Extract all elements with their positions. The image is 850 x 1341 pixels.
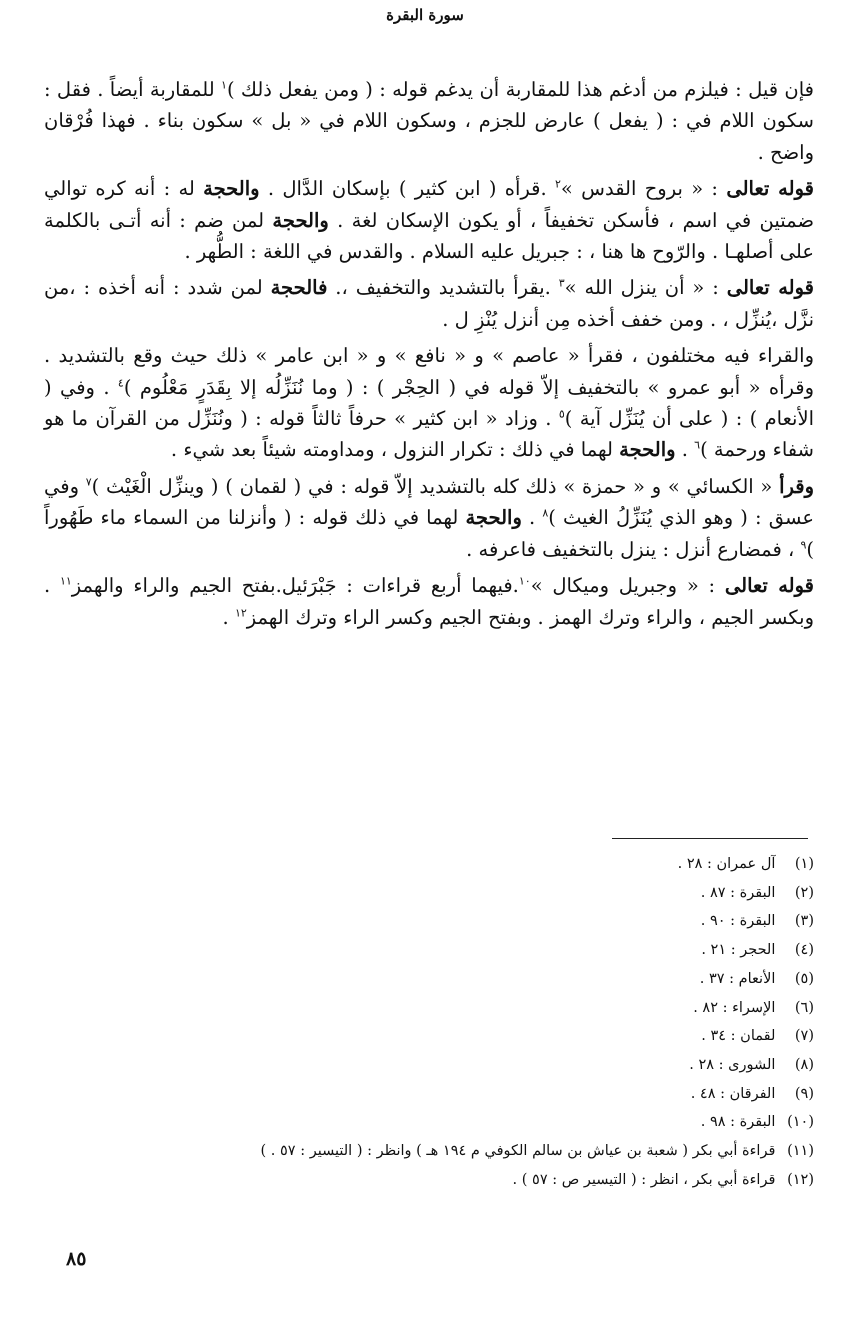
footnote (44, 1137, 814, 1166)
footnote-ref-2[interactable]: ٢ (555, 177, 561, 191)
footnote (44, 936, 814, 965)
p1-text: فإن قيل : فيلزم من أدغم هذا للمقاربة أن يدغم قوله : ( ومن يفعل ذلك ) (226, 78, 815, 101)
footnote-text: لقمان : ٣٤ . (701, 1028, 776, 1045)
p3-lead: قوله تعالى (726, 276, 814, 300)
p4-text-2: . وفي ( الأنعام ) : ( على أن يُنَزِّل آية ) (44, 375, 814, 431)
p5-text-2: وفي عسق : ( وهو الذي يُنَزِّلُ الغيث ) (44, 474, 814, 530)
footnote-divider (612, 838, 808, 839)
p5-text: « الكسائي » و « حمزة » ذلك كله بالتشديد إلاّ قوله : في ( لقمان ) ( وينزِّل الْغَيْث ) (91, 474, 780, 498)
footnote (44, 994, 814, 1023)
paragraph-2 (44, 173, 814, 267)
footnote-number: (٩) (794, 1085, 814, 1102)
footnote-ref-8[interactable]: ٨ (542, 506, 549, 520)
footnote (44, 1051, 814, 1080)
p2-text-4: لمن ضم : أنه أتـى بالكلمة على أصلهـا . والرّوح ها هنا ، : جبريل عليه السلام . والقدس في اللغة : الطُّهر . (44, 208, 814, 264)
p4-text-4: . (675, 438, 695, 462)
footnote-text: البقرة : ٩٨ . (700, 1114, 776, 1131)
p4-text: والقراء فيه مختلفون ، فقرأ « عاصم » و « نافع » و « ابن عامر » ذلك حيث وقع بالتشديد . وقرأه « أبو عمرو » بالتخفيف إلاّ قوله في ( الحِجْر ) : ( وما نُنَزِّلُه إلا بِقَدَرٍ مَعْلُوم ) (44, 344, 814, 399)
paragraph-3 (44, 272, 814, 335)
p5-lead: وقرأ (779, 474, 814, 498)
footnote (44, 1022, 814, 1051)
footnote-ref-6[interactable]: ٦ (694, 438, 701, 452)
p5-text-4: لهما في ذلك قوله : ( وأنزلنا من السماء ماء طَهُوراً ) (44, 506, 814, 561)
p5-bold-3: والحجة (465, 506, 522, 530)
running-header: سورة البقرة (386, 6, 464, 24)
footnote-ref-10[interactable]: ١٠ (518, 574, 531, 588)
main-text (44, 74, 814, 638)
p3-text-2: .يقرأ بالتشديد والتخفيف ،. (327, 276, 559, 300)
footnote-text: قراءة أبي بكر ، انظر : ( التيسير ص : ٥٧ ) . (512, 1171, 776, 1188)
p4-bold-4: والحجة (619, 438, 676, 462)
footnote-ref-3[interactable]: ٣ (558, 276, 565, 290)
p6-text-3: . وبكسر الجيم ، والراء وترك الهمز . وبفتح الجيم وكسر الراء وترك الهمز (44, 574, 814, 629)
footnote-number: (١٢) (787, 1171, 814, 1188)
p3-text: : « أن ينزل الله » (564, 276, 727, 300)
paragraph-6 (44, 570, 814, 633)
footnote-ref-5[interactable]: ٥ (558, 407, 565, 421)
p2-lead: قوله تعالى (726, 177, 814, 201)
footnote-text: الإسراء : ٨٢ . (693, 999, 776, 1016)
footnote (44, 907, 814, 936)
footnote-text: الشورى : ٢٨ . (689, 1056, 776, 1073)
footnote-number: (١١) (787, 1143, 814, 1160)
p4-text-3: . وزاد « ابن كثير » حرفاً ثالثاً قوله : ( ونُنَزِّل من القرآن ما هو شفاء ورحمة ) (44, 407, 814, 462)
footnote-number: (٧) (794, 1028, 814, 1045)
footnote-text: قراءة أبي بكر ( شعبة بن عياش بن سالم الكوفي م ١٩٤ هـ ) وانظر : ( التيسير : ٥٧ . ) (260, 1143, 776, 1160)
p2-bold-2: والحجة (203, 177, 260, 201)
p6-lead: قوله تعالى (724, 574, 814, 598)
footnote-ref-12[interactable]: ١٢ (234, 606, 247, 619)
paragraph-4 (44, 340, 814, 466)
paragraph-5 (44, 471, 814, 565)
p6-text-2: .فيهما أربع قراءات : جَبْرَئيل.بفتح الجيم والراء والهمز (71, 574, 519, 598)
footnote-text: الحجر : ٢١ . (701, 942, 776, 959)
footnote (44, 965, 814, 994)
footnote (44, 879, 814, 908)
footnote-ref-7[interactable]: ٧ (85, 475, 92, 489)
p2-text-3: له : أنه كره توالي ضمتين في اسم ، فأسكن تخفيفاً ، أو يكون الإسكان لغة . (44, 177, 814, 232)
footnote-ref-9[interactable]: ٩ (800, 538, 807, 552)
footnote-text: الفرقان : ٤٨ . (690, 1085, 776, 1102)
p3-bold-2: فالحجة (270, 276, 328, 300)
footnote-ref-1[interactable]: ١ (221, 78, 227, 92)
footnote-number: (٥) (794, 970, 814, 987)
paragraph-1 (44, 74, 814, 168)
p2-bold-3: والحجة (272, 208, 329, 232)
footnote (44, 1166, 814, 1195)
p4-text-5: لهما في ذلك : تكرار النزول ، ومداومته شيئاً بعد شيء . (170, 438, 620, 462)
footnote-ref-11[interactable]: ١١ (59, 574, 72, 588)
footnote-number: (١٠) (787, 1114, 814, 1131)
footnote-text: الأنعام : ٣٧ . (699, 970, 776, 987)
p2-text-2: .قرأه ( ابن كثير ) بإسكان الدَّال . (259, 177, 555, 201)
p5-text-5: ، فمضارع أنزل : ينزل بالتخفيف فاعرفه . (466, 537, 801, 561)
footnote-number: (٨) (794, 1056, 814, 1073)
footnote-number: (١) (794, 856, 814, 872)
footnote-text: البقرة : ٨٧ . (700, 884, 776, 901)
footnote-text: البقرة : ٩٠ . (700, 913, 776, 930)
footnotes (44, 850, 814, 1194)
p1-text-2: للمقاربة أيضاً . فقل : سكون اللام في : ( يفعل ) عارض للجزم ، وسكون اللام في « بل » سكون بناء . فهذا فُرْقان واضح . (44, 78, 814, 164)
footnote-ref-4[interactable]: ٤ (117, 376, 124, 390)
p5-text-3: . (521, 506, 543, 530)
footnote-number: (٢) (794, 884, 814, 901)
p6-text: : « وجبريل وميكال » (530, 574, 725, 598)
footnote-number: (٦) (794, 999, 814, 1016)
footnote-number: (٤) (794, 942, 814, 959)
page-number: ٨٥ (66, 1248, 87, 1270)
footnote (44, 850, 814, 879)
p2-text: : « بروح القدس » (560, 177, 727, 201)
p3-text-3: لمن شدد : أنه أخذه : ،من نزَّل ،يُنزِّل ، . ومن خفف أخذه مِن أنزل يُنْزِ ل . (44, 276, 814, 331)
footnote-text: آل عمران : ٢٨ . (677, 856, 776, 872)
p6-text-4: . (222, 605, 235, 629)
footnote (44, 1108, 814, 1137)
footnote (44, 1080, 814, 1109)
footnote-number: (٣) (794, 913, 814, 930)
